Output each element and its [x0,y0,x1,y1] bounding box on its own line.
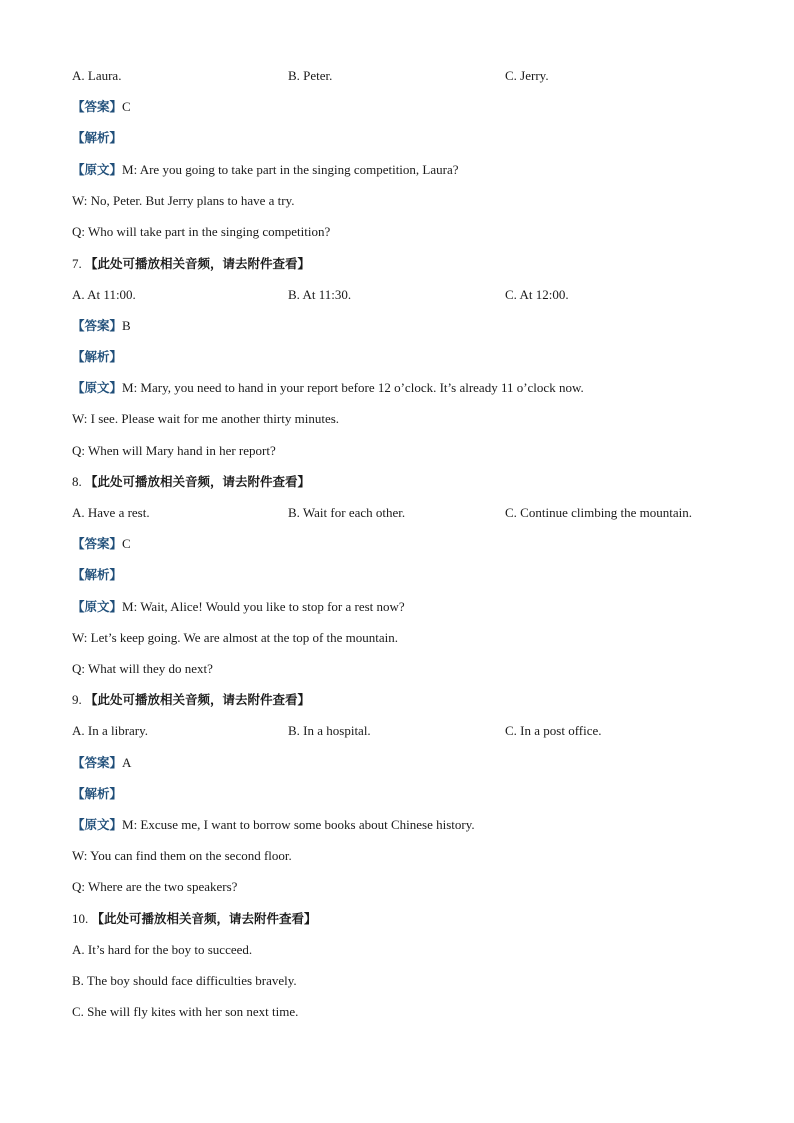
answer-tag: 【答案】 [72,536,123,551]
q8-original [72,597,405,617]
analysis-tag: 【解析】 [72,349,123,364]
answer-value: C [122,99,131,114]
audio-prompt: 【此处可播放相关音频，请去附件查看】 [85,474,311,489]
q7-dialogue-w: W: I see. Please wait for me another thirty minutes. [72,411,340,426]
audio-prompt: 【此处可播放相关音频，请去附件查看】 [85,256,311,271]
q10-option-b: B. The boy should face difficulties bravely. [72,973,297,988]
q6-question: Q: Who will take part in the singing competition? [72,224,331,239]
answer-value: A [122,755,132,770]
q8-dialogue-w: W: Let’s keep going. We are almost at the top of the mountain. [72,630,399,645]
q6-answer [72,97,131,117]
question-number: 7. [72,256,82,271]
q7-option-a: A. At 11:00. [72,287,136,302]
analysis-tag: 【解析】 [72,786,123,801]
dialogue-m: M: Excuse me, I want to borrow some books about Chinese history. [122,817,475,832]
audio-prompt: 【此处可播放相关音频，请去附件查看】 [91,911,317,926]
original-tag: 【原文】 [72,817,123,832]
q7-answer [72,316,131,336]
q8-option-b: B. Wait for each other. [288,505,406,520]
q9-answer [72,753,131,773]
q8-analysis [72,565,122,585]
q6-dialogue-w: W: No, Peter. But Jerry plans to have a try. [72,193,295,208]
q9-dialogue-w: W: You can find them on the second floor. [72,848,292,863]
question-number: 9. [72,692,82,707]
answer-value: B [122,318,131,333]
q8-heading [72,472,310,492]
answer-tag: 【答案】 [72,755,123,770]
q7-option-b: B. At 11:30. [288,287,352,302]
original-tag: 【原文】 [72,599,123,614]
q6-original [72,160,459,180]
answer-tag: 【答案】 [72,99,123,114]
dialogue-m: M: Are you going to take part in the singing competition, Laura? [122,162,459,177]
answer-value: C [122,536,131,551]
q10-option-a: A. It’s hard for the boy to succeed. [72,942,253,957]
q8-question: Q: What will they do next? [72,661,213,676]
question-number: 10. [72,911,89,926]
q9-question: Q: Where are the two speakers? [72,879,238,894]
dialogue-m: M: Wait, Alice! Would you like to stop for a rest now? [122,599,405,614]
q9-original [72,815,475,835]
question-number: 8. [72,474,82,489]
original-tag: 【原文】 [72,162,123,177]
q8-answer [72,534,131,554]
q9-option-c: C. In a post office. [505,723,602,738]
original-tag: 【原文】 [72,380,123,395]
q9-option-b: B. In a hospital. [288,723,371,738]
analysis-tag: 【解析】 [72,130,123,145]
q9-option-a: A. In a library. [72,723,149,738]
q10-heading [72,909,317,929]
q9-heading [72,690,310,710]
q7-question: Q: When will Mary hand in her report? [72,443,276,458]
q7-analysis [72,347,122,367]
q8-option-c: C. Continue climbing the mountain. [505,505,693,520]
q7-option-c: C. At 12:00. [505,287,569,302]
q6-option-c: C. Jerry. [505,68,549,83]
q10-option-c: C. She will fly kites with her son next time. [72,1004,299,1019]
q6-analysis [72,128,122,148]
dialogue-m: M: Mary, you need to hand in your report before 12 o’clock. It’s already 11 o’clock now. [122,380,584,395]
audio-prompt: 【此处可播放相关音频，请去附件查看】 [85,692,311,707]
q7-heading [72,254,310,274]
q6-option-b: B. Peter. [288,68,333,83]
q6-option-a: A. Laura. [72,68,122,83]
answer-tag: 【答案】 [72,318,123,333]
analysis-tag: 【解析】 [72,567,123,582]
q8-option-a: A. Have a rest. [72,505,150,520]
q7-original [72,378,584,398]
q9-analysis [72,784,122,804]
